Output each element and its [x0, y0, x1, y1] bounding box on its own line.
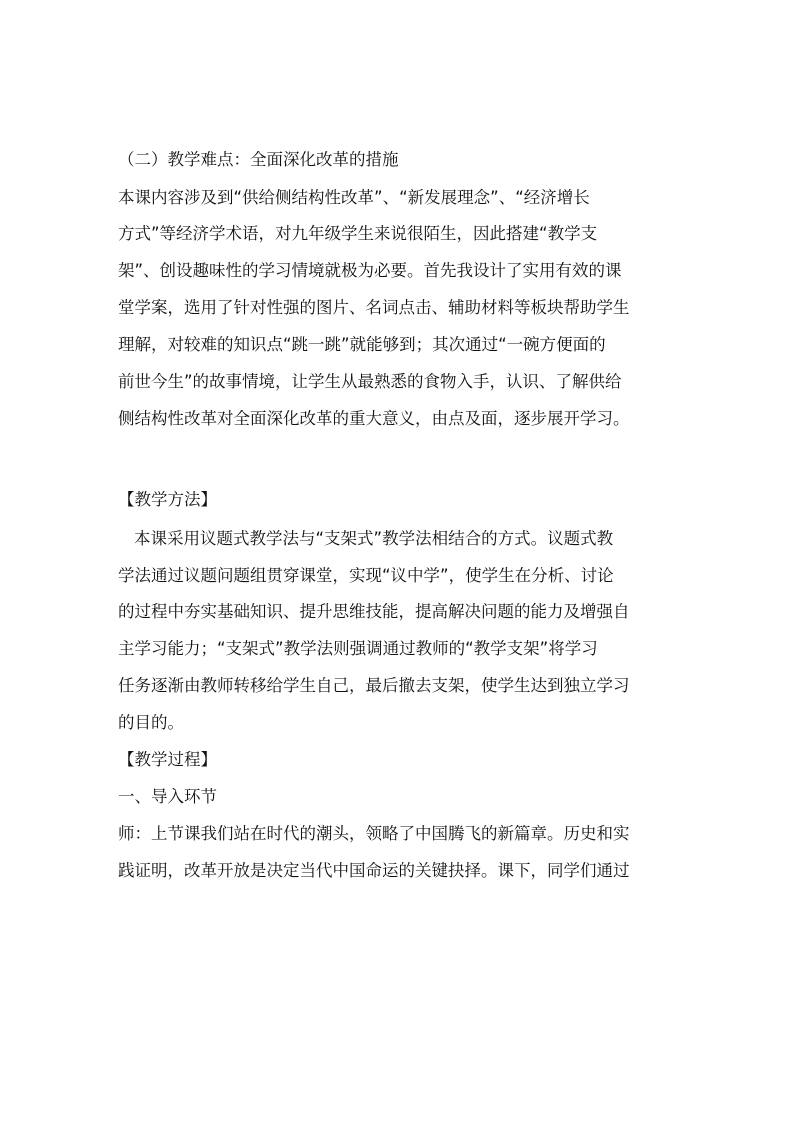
paragraph-line: 学法通过议题问题组贯穿课堂，实现“议中学”，使学生在分析、讨论	[118, 566, 614, 585]
paragraph-line: 任务逐渐由教师转移给学生自己，最后撤去支架，使学生达到独立学习	[118, 676, 630, 695]
difficulty-heading: （二）教学难点：全面深化改革的措施	[118, 150, 399, 169]
paragraph-line: 践证明，改革开放是决定当代中国命运的关键抉择。课下，同学们通过	[118, 861, 630, 880]
method-heading: 【教学方法】	[118, 490, 217, 509]
paragraph-line: 架”、创设趣味性的学习情境就极为必要。首先我设计了实用有效的课	[118, 261, 622, 280]
paragraph-line: 侧结构性改革对全面深化改革的重大意义，由点及面，逐步展开学习。	[118, 409, 630, 428]
paragraph-line: 的目的。	[118, 713, 184, 732]
paragraph-line: 理解，对较难的知识点“跳一跳”就能够到；其次通过“一碗方便面的	[118, 335, 606, 354]
process-heading: 【教学过程】	[118, 750, 217, 769]
process-subheading: 一、导入环节	[118, 787, 217, 806]
paragraph-line: 本课采用议题式教学法与“支架式”教学法相结合的方式。议题式教	[134, 529, 614, 548]
paragraph-line: 方式”等经济学术语，对九年级学生来说很陌生，因此搭建“教学支	[118, 224, 598, 243]
paragraph-line: 主学习能力；“支架式”教学法则强调通过教师的“教学支架”将学习	[118, 639, 598, 658]
paragraph-line: 前世今生”的故事情境，让学生从最熟悉的食物入手，认识、了解供给	[118, 372, 622, 391]
paragraph-line: 本课内容涉及到“供给侧结构性改革”、“新发展理念”、“经济增长	[118, 188, 590, 207]
paragraph-line: 的过程中夯实基础知识、提升思维技能，提高解决问题的能力及增强自	[118, 602, 630, 621]
paragraph-line: 堂学案，选用了针对性强的图片、名词点击、辅助材料等板块帮助学生	[118, 298, 630, 317]
paragraph-line: 师：上节课我们站在时代的潮头，领略了中国腾飞的新篇章。历史和实	[118, 824, 630, 843]
